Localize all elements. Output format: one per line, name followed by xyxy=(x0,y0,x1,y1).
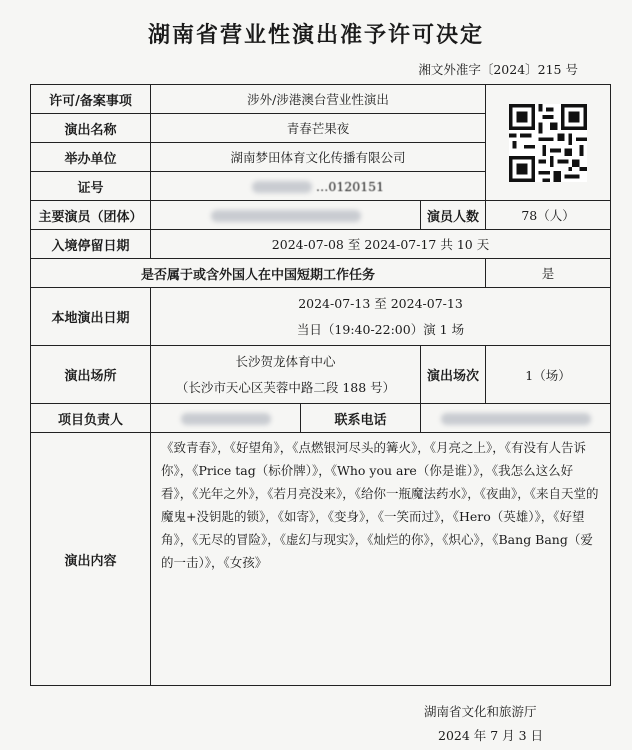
performer-count-label: 演员人数 xyxy=(421,201,486,230)
phone-value xyxy=(421,404,611,433)
main-performer-value xyxy=(151,201,421,230)
cert-value-text: …0120151 xyxy=(315,178,385,194)
performer-count-value: 78（人） xyxy=(486,201,611,230)
show-name-label: 演出名称 xyxy=(31,114,151,143)
qr-code-icon xyxy=(509,104,587,182)
venue-value xyxy=(151,346,421,404)
organizer-label: 举办单位 xyxy=(31,143,151,172)
local-dates-line2: 当日（19:40-22:00）演 1 场 xyxy=(296,321,465,337)
permit-type-value: 涉外/涉港澳台营业性演出 xyxy=(151,85,486,114)
show-name-value: 青春芒果夜 xyxy=(151,114,486,143)
redaction-mark xyxy=(252,181,312,193)
document-number: 湘文外准字〔2024〕215 号 xyxy=(418,62,578,77)
cert-label: 证号 xyxy=(31,172,151,201)
venue-line1: 长沙贺龙体育中心 xyxy=(235,353,336,369)
organizer-value: 湖南梦田体育文化传播有限公司 xyxy=(151,143,486,172)
redaction-mark xyxy=(211,210,361,222)
local-dates-label: 本地演出日期 xyxy=(31,288,151,346)
cert-value xyxy=(151,172,486,201)
phone-label: 联系电话 xyxy=(301,404,421,433)
manager-label: 项目负责人 xyxy=(31,404,151,433)
foreign-work-label: 是否属于或含外国人在中国短期工作任务 xyxy=(31,259,486,288)
sessions-value: 1（场） xyxy=(486,346,611,404)
sessions-label: 演出场次 xyxy=(421,346,486,404)
redaction-mark xyxy=(441,413,591,425)
issue-date: 2024 年 7 月 3 日 xyxy=(438,728,544,743)
stay-value: 2024-07-08 至 2024-07-17 共 10 天 xyxy=(151,230,611,259)
main-performer-label: 主要演员（团体） xyxy=(31,201,151,230)
venue-line2: （长沙市天心区芙蓉中路二段 188 号） xyxy=(175,379,396,395)
local-dates-value xyxy=(151,288,611,346)
manager-value xyxy=(151,404,301,433)
document-title: 湖南省营业性演出准予许可决定 xyxy=(147,22,484,48)
permit-type-label: 许可/备案事项 xyxy=(31,85,151,114)
stay-label: 入境停留日期 xyxy=(31,230,151,259)
venue-label: 演出场所 xyxy=(31,346,151,404)
qr-cell xyxy=(486,85,611,201)
issuer: 湖南省文化和旅游厅 xyxy=(424,704,537,719)
foreign-work-value: 是 xyxy=(486,259,611,288)
content-value: 《致青春》，《好望角》，《点燃银河尽头的篝火》，《月亮之上》，《有没有人告诉你》，《Price tag（标价牌）》，《Who you are（你是谁）》，《我怎么这么好看》，《光年之外》，《若月亮没来》，《给你一瓶魔法药水》，《夜曲》，《来自天堂的魔鬼+没钥匙的锁》，《如寄》，《变身》，《一笑而过》，《Hero（英雄）》，《好望角》，《无尽的冒险》，《虚幻与现实》，《灿烂的你》，《炽心》，《Bang Bang（爱的一击）》，《女孩》 xyxy=(151,433,611,686)
local-dates-line1: 2024-07-13 至 2024-07-13 xyxy=(298,295,463,311)
redaction-mark xyxy=(181,413,271,425)
permit-table xyxy=(30,84,611,686)
content-label: 演出内容 xyxy=(31,433,151,686)
